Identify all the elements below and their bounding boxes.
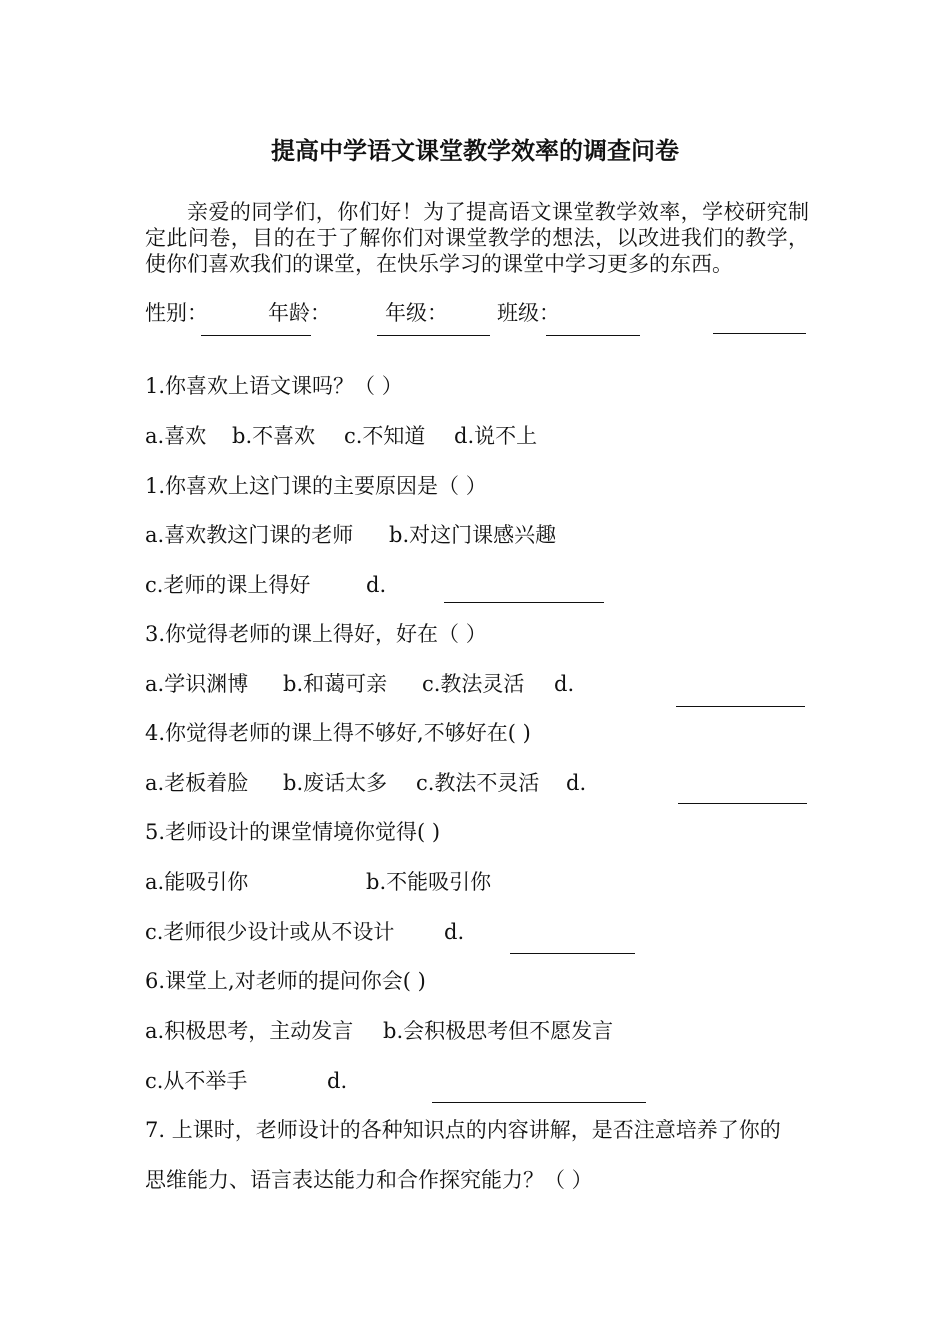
- q6-blank[interactable]: [432, 1102, 646, 1103]
- question-1: 1.你喜欢上语文课吗？（ ）: [145, 374, 403, 398]
- q5-option-a[interactable]: a.能吸引你: [145, 870, 249, 894]
- q2-option-c[interactable]: c.老师的课上得好: [145, 573, 311, 597]
- class-label: 班级：: [497, 301, 560, 325]
- q4-blank[interactable]: [678, 803, 807, 804]
- q4-option-a[interactable]: a.老板着脸: [145, 771, 249, 795]
- q2-option-b[interactable]: b.对这门课感兴趣: [389, 523, 557, 547]
- q6-option-b[interactable]: b.会积极思考但不愿发言: [383, 1019, 614, 1043]
- grade-blank[interactable]: [546, 335, 640, 336]
- intro-paragraph: 亲爱的同学们，你们好！为了提高语文课堂教学效率，学校研究制定此问卷，目的在于了解你们对课堂教学的想法，以改进我们的教学，使你们喜欢我们的课堂，在快乐学习的课堂中学习更多的东西。: [145, 200, 809, 276]
- q1-option-a[interactable]: a.喜欢: [145, 424, 207, 448]
- q1-option-c[interactable]: c.不知道: [344, 424, 426, 448]
- q6-option-a[interactable]: a.积极思考，主动发言: [145, 1019, 354, 1043]
- q3-option-a[interactable]: a.学识渊博: [145, 672, 249, 696]
- q5-option-c[interactable]: c.老师很少设计或从不设计: [145, 920, 395, 944]
- question-2: 1.你喜欢上这门课的主要原因是（ ）: [145, 474, 487, 498]
- age-label: 年龄：: [268, 301, 331, 325]
- grade-label: 年级：: [385, 301, 448, 325]
- q2-blank[interactable]: [444, 602, 604, 603]
- q3-blank[interactable]: [676, 706, 805, 707]
- gender-label: 性别：: [145, 301, 208, 325]
- q2-option-a[interactable]: a.喜欢教这门课的老师: [145, 523, 354, 547]
- age-blank[interactable]: [377, 335, 490, 336]
- q4-option-b[interactable]: b.废话太多: [283, 771, 388, 795]
- q3-option-d[interactable]: d.: [554, 672, 575, 696]
- q5-option-b[interactable]: b.不能吸引你: [366, 870, 492, 894]
- question-5: 5.老师设计的课堂情境你觉得( ): [145, 820, 441, 844]
- question-3: 3.你觉得老师的课上得好，好在（ ）: [145, 622, 487, 646]
- q3-option-c[interactable]: c.教法灵活: [422, 672, 525, 696]
- gender-blank[interactable]: [201, 335, 311, 336]
- class-blank[interactable]: [713, 333, 806, 334]
- question-4: 4.你觉得老师的课上得不够好,不够好在( ): [145, 721, 531, 745]
- question-6: 6.课堂上,对老师的提问你会( ): [145, 969, 426, 993]
- page-title: 提高中学语文课堂教学效率的调查问卷: [271, 136, 679, 165]
- q6-option-c[interactable]: c.从不举手: [145, 1069, 248, 1093]
- q5-blank[interactable]: [510, 953, 635, 954]
- q2-option-d[interactable]: d.: [366, 573, 387, 597]
- q6-option-d[interactable]: d.: [327, 1069, 348, 1093]
- q3-option-b[interactable]: b.和蔼可亲: [283, 672, 388, 696]
- q4-option-d[interactable]: d.: [566, 771, 587, 795]
- q1-option-d[interactable]: d.说不上: [454, 424, 538, 448]
- q1-option-b[interactable]: b.不喜欢: [232, 424, 316, 448]
- question-7-line-1: 7. 上课时，老师设计的各种知识点的内容讲解，是否注意培养了你的: [145, 1118, 781, 1142]
- question-7-line-2: 思维能力、语言表达能力和合作探究能力？（ ）: [145, 1168, 593, 1192]
- q4-option-c[interactable]: c.教法不灵活: [416, 771, 540, 795]
- q5-option-d[interactable]: d.: [444, 920, 465, 944]
